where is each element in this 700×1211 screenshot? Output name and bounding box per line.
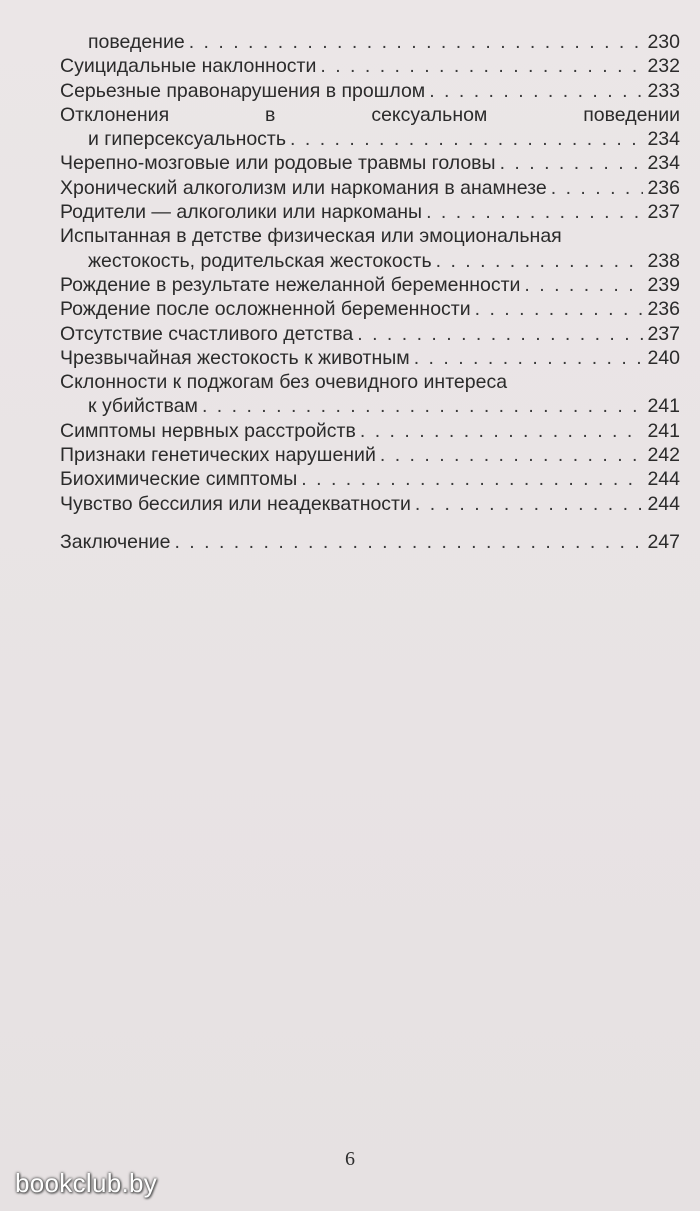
toc-entry (60, 200, 680, 224)
dot-leader (189, 30, 644, 54)
toc-entry-page: 242 (647, 444, 680, 467)
toc-entry-page: 236 (647, 176, 680, 199)
toc-entry-conclusion (60, 530, 680, 554)
toc-entry-page: 244 (647, 468, 680, 491)
dot-leader (415, 492, 644, 516)
toc-entry (60, 297, 680, 321)
toc-word: в (265, 103, 276, 126)
toc-entry (60, 79, 680, 103)
toc-entry-first-line (60, 224, 680, 248)
toc-entry-page: 244 (647, 492, 680, 515)
dot-leader (290, 127, 643, 151)
toc-entry-title: Признаки генетических нарушений (60, 444, 376, 467)
toc-entry-title: Чрезвычайная жестокость к животным (60, 346, 410, 369)
toc-entry-first-line (60, 103, 680, 127)
toc-entry-page: 238 (647, 249, 680, 272)
toc-entry-continuation (60, 394, 680, 418)
dot-leader (475, 297, 644, 321)
toc-entry-title: и гиперсексуальность (88, 128, 287, 151)
toc-entry-title: Родители — алкоголики или наркоманы (60, 201, 423, 224)
toc-entry (60, 443, 680, 467)
dot-leader (320, 54, 643, 78)
toc-entry-title: Склонности к поджогам без очевидного интереса (60, 371, 508, 394)
toc-entry-page: 237 (647, 322, 680, 345)
watermark: bookclub.by (15, 1168, 158, 1198)
toc-entry-page: 233 (647, 79, 680, 102)
toc-entry (60, 54, 680, 78)
toc-word: поведении (583, 103, 680, 126)
toc-entry-continuation (60, 127, 680, 151)
toc-entry (60, 322, 680, 346)
toc-entry (60, 492, 680, 516)
toc-entry (60, 151, 680, 175)
toc-entry-page: 237 (647, 201, 680, 224)
dot-leader (380, 443, 644, 467)
toc-entry-title: жестокость, родительская жестокость (88, 249, 432, 272)
toc-entry-page: 234 (647, 128, 680, 151)
dot-leader (357, 322, 643, 346)
toc-entry-page: 230 (647, 31, 680, 53)
toc-entry-title: Рождение после осложненной беременности (60, 298, 471, 321)
toc-entry (60, 176, 680, 200)
dot-leader (301, 467, 643, 491)
toc-entry-page: 239 (647, 273, 680, 296)
toc-entry (60, 346, 680, 370)
toc-entry (60, 467, 680, 491)
toc-entry-title: Чувство бессилия или неадекватности (60, 492, 411, 515)
toc-entry-title: Черепно-мозговые или родовые травмы головы (60, 152, 496, 175)
toc-entry-title: поведение (88, 31, 185, 53)
toc-entry-title: Отсутствие счастливого детства (60, 322, 354, 345)
dot-leader (429, 79, 643, 103)
dot-leader (414, 346, 644, 370)
toc-entry-page: 241 (647, 395, 680, 418)
toc-entry (60, 30, 680, 54)
section-gap (60, 516, 680, 530)
toc-word: Отклонения (60, 103, 170, 126)
table-of-contents (60, 30, 680, 554)
dot-leader (426, 200, 643, 224)
toc-entry (60, 273, 680, 297)
toc-entry (60, 419, 680, 443)
dot-leader (500, 151, 644, 175)
toc-entry-title: Симптомы нервных расстройств (60, 419, 356, 442)
toc-entry-page: 232 (647, 55, 680, 78)
dot-leader (202, 394, 644, 418)
toc-entry-page: 241 (647, 419, 680, 442)
toc-entry-title: к убийствам (88, 395, 198, 418)
toc-entry-title: Хронический алкоголизм или наркомания в анамнезе (60, 176, 547, 199)
dot-leader (436, 249, 644, 273)
toc-entry-title: Суицидальные наклонности (60, 55, 317, 78)
toc-entry-page: 234 (647, 152, 680, 175)
toc-entry-title: Испытанная в детстве физическая или эмоциональная (60, 225, 562, 248)
toc-entry-page: 240 (647, 346, 680, 369)
toc-entry-title: Заключение (60, 530, 171, 553)
toc-entry-title: Биохимические симптомы (60, 468, 298, 491)
toc-word: сексуальном (371, 103, 488, 126)
dot-leader (524, 273, 643, 297)
dot-leader (551, 176, 644, 200)
toc-entry-page: 236 (647, 298, 680, 321)
toc-entry-title: Рождение в результате нежеланной беременности (60, 273, 521, 296)
toc-entry-page: 247 (647, 530, 680, 553)
toc-entry-title: Серьезные правонарушения в прошлом (60, 79, 426, 102)
toc-entry-continuation (60, 249, 680, 273)
dot-leader (174, 530, 643, 554)
page-number: 6 (345, 1148, 355, 1170)
dot-leader (360, 419, 644, 443)
toc-entry-first-line (60, 370, 680, 394)
